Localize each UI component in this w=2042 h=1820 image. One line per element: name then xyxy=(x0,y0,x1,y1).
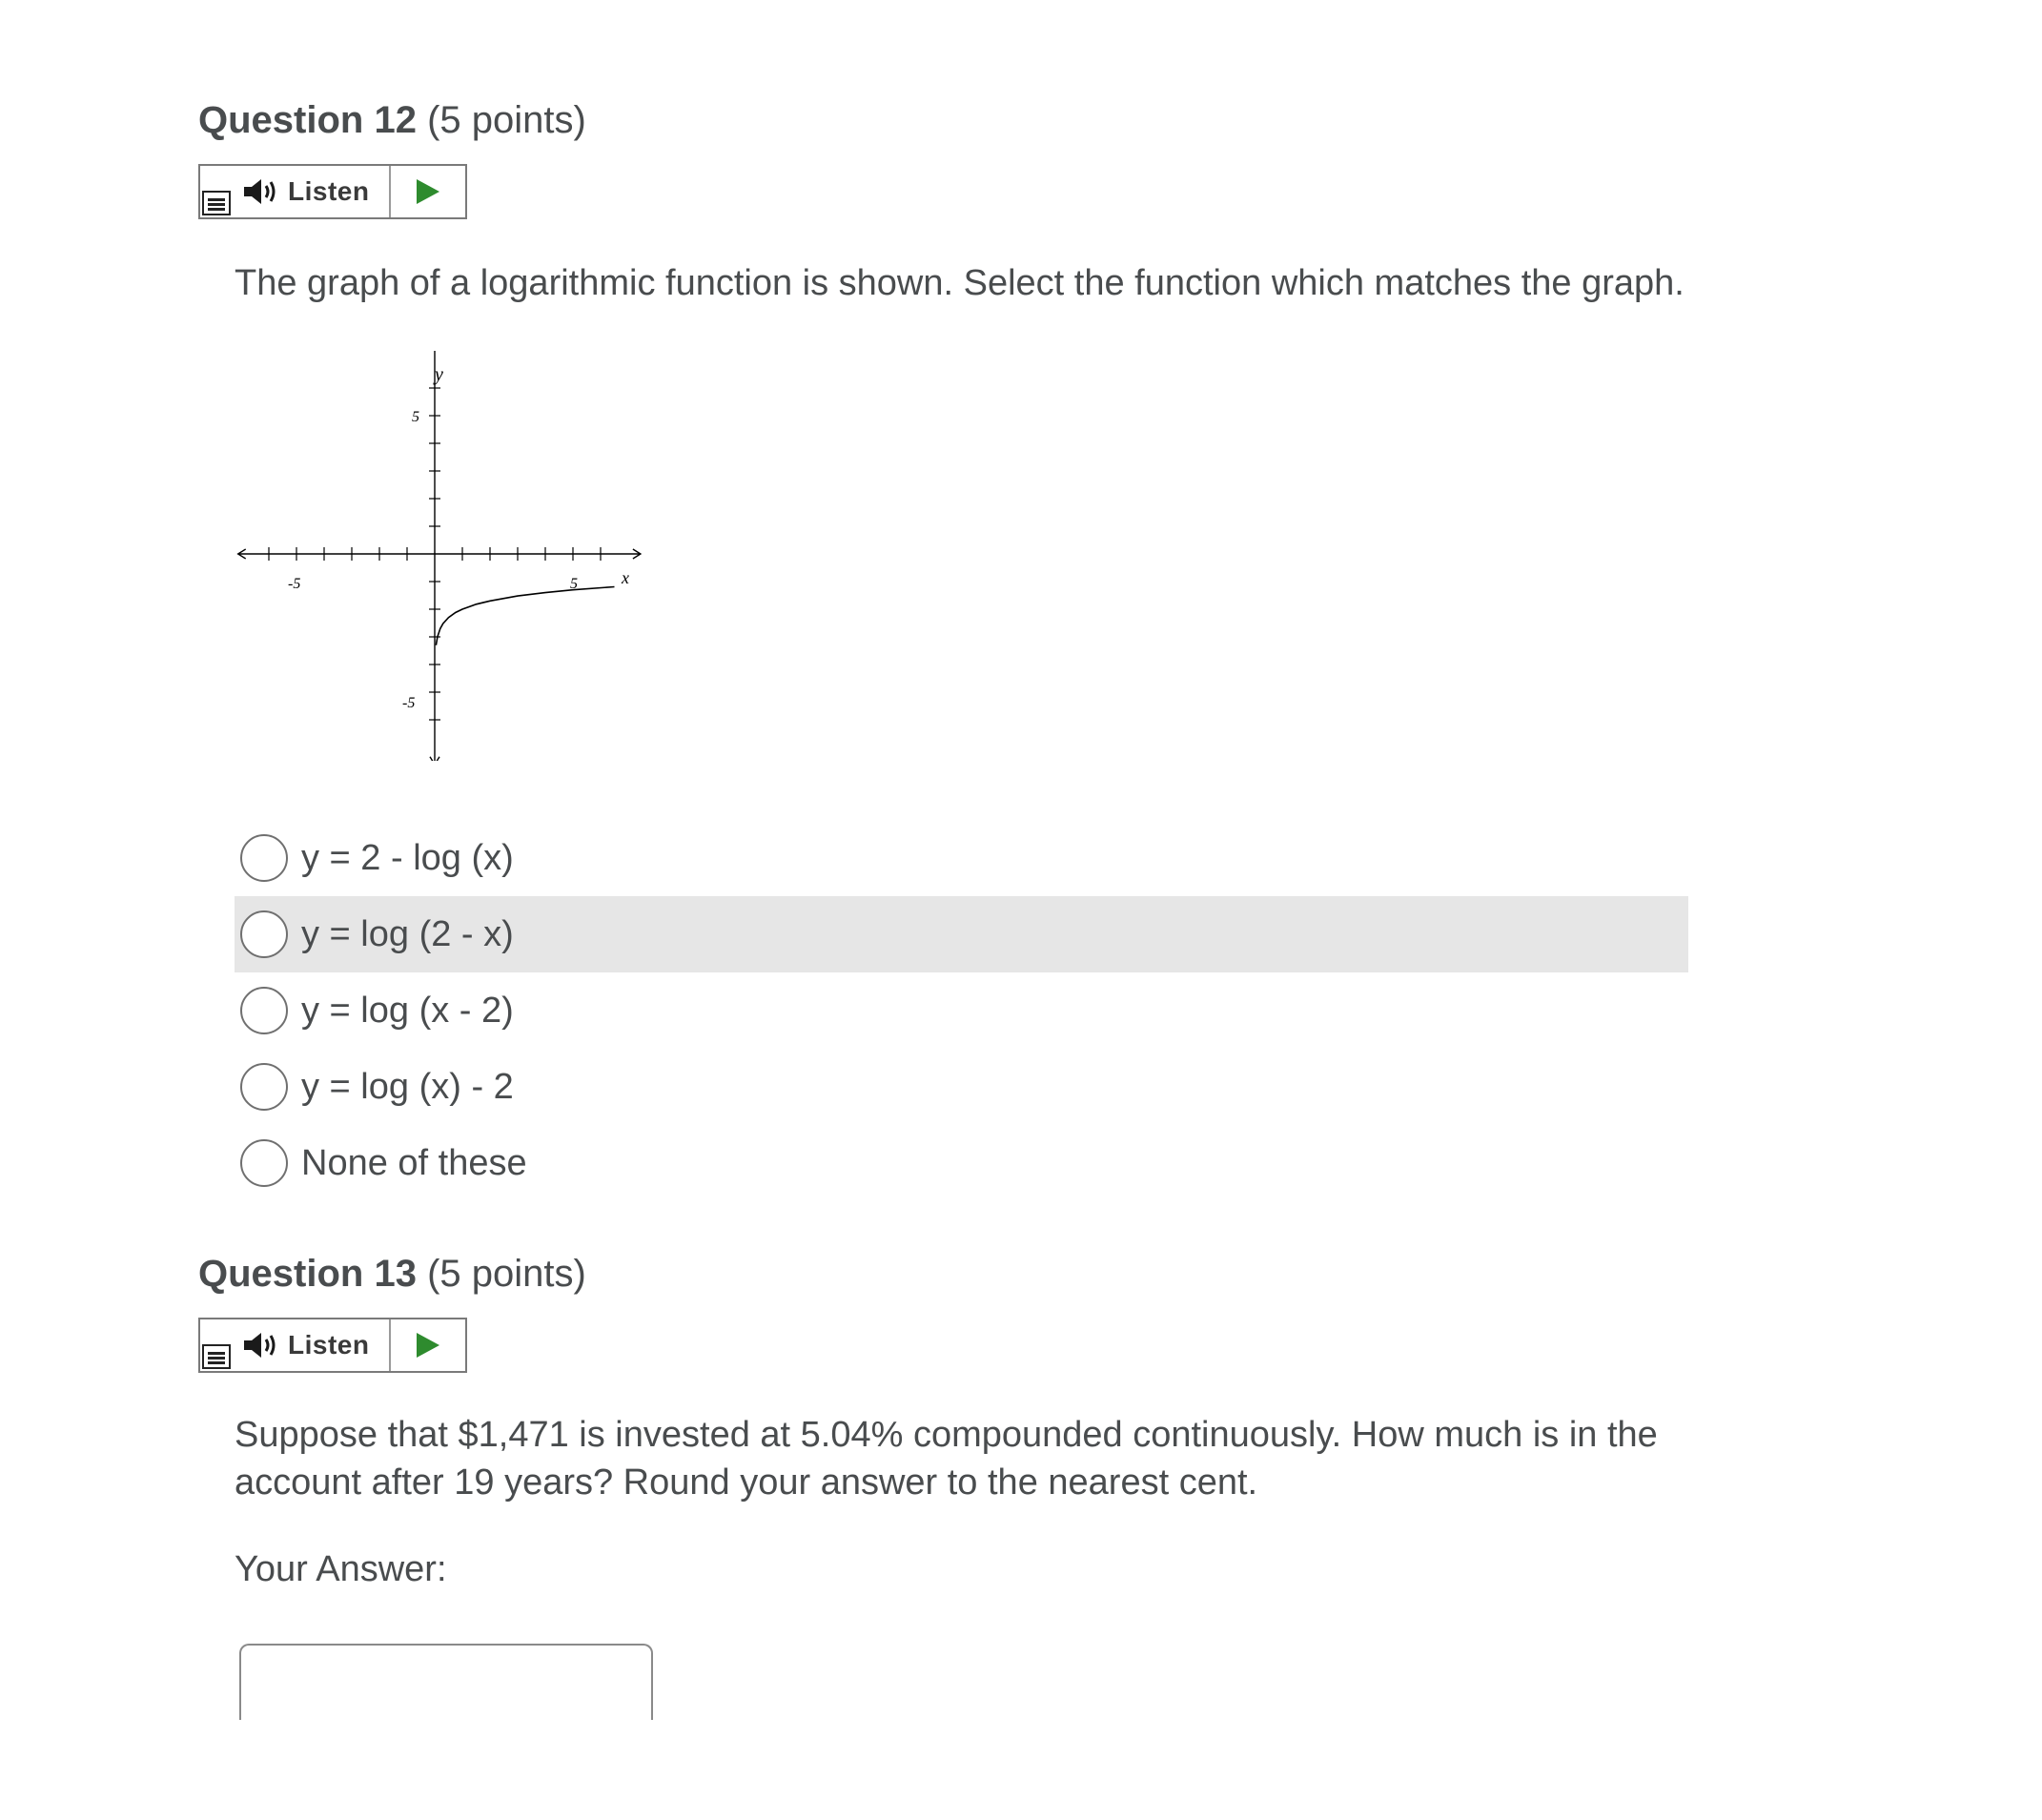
play-button[interactable] xyxy=(391,1319,465,1371)
question-13-text: Suppose that $1,471 is invested at 5.04% compounded continuously. How much is in the account after 19 years? Round your answer to the nearest cent. xyxy=(235,1415,1658,1503)
radio-option-1[interactable] xyxy=(240,834,288,882)
option-2-label: y = log (2 - x) xyxy=(301,913,514,954)
option-1[interactable] xyxy=(235,820,1688,896)
play-icon xyxy=(416,1332,440,1359)
option-5-label: None of these xyxy=(301,1142,527,1183)
question-13-label: Question 13 xyxy=(198,1253,417,1295)
option-3-label: y = log (x - 2) xyxy=(301,990,514,1031)
y-tick-label-5: 5 xyxy=(412,409,419,425)
listen-widget-q12 xyxy=(198,164,467,219)
radio-option-3[interactable] xyxy=(240,987,288,1034)
y-tick-label-neg5: -5 xyxy=(402,695,416,711)
listen-widget-q13 xyxy=(198,1318,467,1373)
speaker-icon xyxy=(240,175,282,208)
graph-axes xyxy=(238,351,641,761)
listen-menu-button[interactable] xyxy=(200,1319,233,1371)
option-2[interactable] xyxy=(235,896,1688,972)
option-4-label: y = log (x) - 2 xyxy=(301,1066,514,1107)
function-curve xyxy=(436,587,614,645)
listen-label: Listen xyxy=(288,176,370,206)
listen-button[interactable] xyxy=(233,166,391,217)
question-13-heading xyxy=(198,1253,586,1296)
speaker-icon xyxy=(240,1329,282,1361)
question-12-heading xyxy=(198,99,586,142)
listen-label: Listen xyxy=(288,1330,370,1360)
x-axis-label: x xyxy=(622,568,629,587)
question-12-options xyxy=(235,820,1688,1201)
option-5[interactable] xyxy=(235,1125,1688,1201)
play-button[interactable] xyxy=(391,166,465,217)
question-12-label: Question 12 xyxy=(198,99,417,141)
option-4[interactable] xyxy=(235,1049,1688,1125)
option-3[interactable] xyxy=(235,972,1688,1049)
your-answer-label: Your Answer: xyxy=(235,1549,447,1589)
menu-icon xyxy=(202,191,231,215)
radio-option-5[interactable] xyxy=(240,1139,288,1187)
option-1-label: y = 2 - log (x) xyxy=(301,837,514,878)
question-12-points: (5 points) xyxy=(427,99,586,141)
listen-menu-button[interactable] xyxy=(200,166,233,217)
radio-option-2[interactable] xyxy=(240,910,288,958)
listen-button[interactable] xyxy=(233,1319,391,1371)
radio-option-4[interactable] xyxy=(240,1063,288,1111)
menu-icon xyxy=(202,1344,231,1369)
x-tick-label-5: 5 xyxy=(570,576,578,592)
x-tick-label-neg5: -5 xyxy=(288,576,301,592)
y-axis-label: y xyxy=(435,364,443,385)
question-13-points: (5 points) xyxy=(427,1253,586,1295)
question-12-text: The graph of a logarithmic function is shown. Select the function which matches the graph. xyxy=(235,263,1685,303)
answer-input[interactable] xyxy=(239,1644,653,1720)
logarithm-graph xyxy=(229,351,648,761)
play-icon xyxy=(416,178,440,205)
